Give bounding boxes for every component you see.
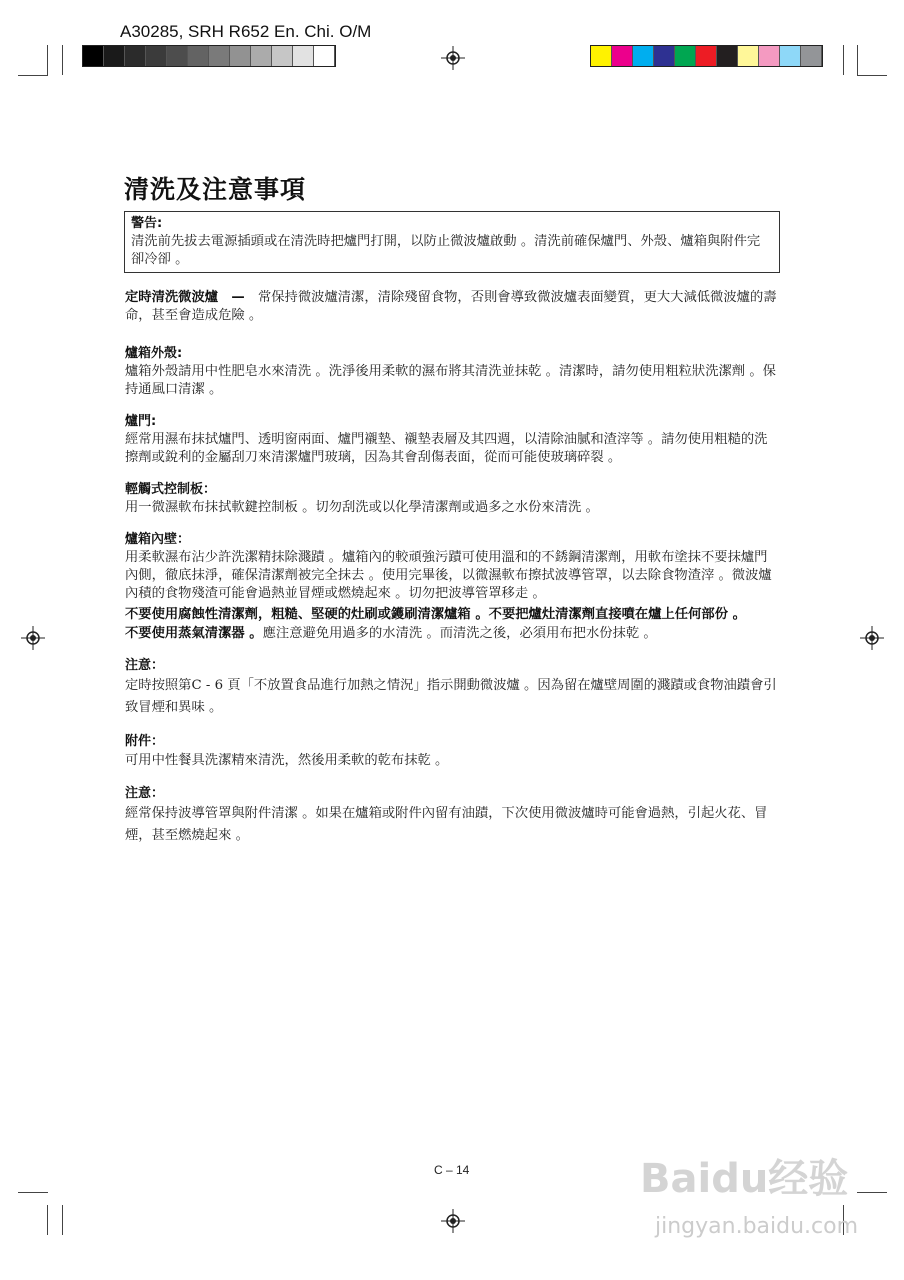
- crop-mark: [843, 45, 844, 75]
- color-swatch: [188, 46, 209, 66]
- crop-mark: [62, 45, 63, 75]
- grayscale-calibration-bar: [82, 45, 336, 67]
- color-swatch: [780, 46, 801, 66]
- crop-mark: [857, 1192, 887, 1193]
- page-number: C – 14: [434, 1163, 470, 1177]
- section-bold-warning: 不要使用腐蝕性清潔劑，粗糙、堅硬的灶刷或鑊刷清潔爐箱 。不要把爐灶清潔劑直接噴在爐上任何部份 。: [125, 607, 746, 622]
- section-text: 用柔軟濕布沾少許洗潔精抹除濺蹟 。爐箱內的較頑強污蹟可使用溫和的不銹鋼清潔劑，用軟布塗抹不要抹爐門內側，徹底抹淨，確保清潔劑被完全抹去 。使用完畢後，以微濕軟布擦拭波導管罩，以去除食物渣滓 。微波爐內積的食物殘渣可能會過熱並冒煙或燃燒起來 。切勿把波導管罩移走 。: [125, 550, 772, 601]
- color-swatch: [230, 46, 251, 66]
- color-swatch: [146, 46, 167, 66]
- crop-mark: [47, 1205, 48, 1235]
- intro-lead: 定時清洗微波爐 —: [125, 290, 245, 305]
- intro-text: 常保持微波爐清潔，清除殘留食物，否則會導致微波爐表面變質，更大大減低微波爐的壽命，甚至會造成危險 。: [125, 290, 777, 323]
- page-title: 清洗及注意事項: [124, 175, 307, 204]
- registration-mark-icon: [860, 626, 884, 650]
- registration-mark-icon: [441, 46, 465, 70]
- section-note-2: [125, 785, 780, 847]
- section-heading: 附件：: [125, 734, 165, 749]
- registration-mark-icon: [441, 1209, 465, 1233]
- color-swatch: [633, 46, 654, 66]
- section-heading: 爐箱外殼:: [125, 346, 183, 361]
- section-cabinet: [125, 345, 780, 399]
- color-swatch: [251, 46, 272, 66]
- color-calibration-bar: [590, 45, 823, 67]
- section-heading: 爐箱內壁：: [125, 532, 191, 547]
- crop-mark: [18, 75, 48, 76]
- color-swatch: [612, 46, 633, 66]
- color-swatch: [654, 46, 675, 66]
- section-text: 定時按照第C - 6 頁「不放置食品進行加熱之情況」指示開動微波爐 。因為留在爐壁周圍的濺蹟或食物油蹟會引致冒煙和異味 。: [125, 678, 777, 715]
- section-heading: 注意：: [125, 658, 165, 673]
- section-text: 經常用濕布抹拭爐門、透明窗兩面、爐門襯墊、襯墊表層及其四週，以清除油膩和渣滓等 。請勿使用粗糙的洗擦劑或銳利的金屬刮刀來清潔爐門玻璃，因為其會刮傷表面，從而可能使玻璃碎裂 。: [125, 432, 768, 465]
- registration-mark-icon: [21, 626, 45, 650]
- section-control-panel: [125, 481, 780, 517]
- section-heading: 爐門:: [125, 414, 157, 429]
- color-swatch: [801, 46, 822, 66]
- crop-mark: [857, 45, 858, 75]
- color-swatch: [272, 46, 293, 66]
- section-bold-warning: 不要使用蒸氣清潔器 。: [125, 626, 263, 641]
- section-text: 經常保持波導管罩與附件清潔 。如果在爐箱或附件內留有油蹟，下次使用微波爐時可能會過熱，引起火花、冒煙，甚至燃燒起來 。: [125, 806, 768, 843]
- warning-text: 清洗前先拔去電源插頭或在清洗時把爐門打開，以防止微波爐啟動 。清洗前確保爐門、外殼、爐箱與附件完卻冷卻 。: [131, 234, 761, 267]
- color-swatch: [591, 46, 612, 66]
- color-swatch: [759, 46, 780, 66]
- color-swatch: [209, 46, 230, 66]
- crop-mark: [857, 75, 887, 76]
- section-heading: 注意：: [125, 786, 165, 801]
- section-text: 用一微濕軟布抹拭軟鍵控制板 。切勿刮洗或以化學清潔劑或過多之水份來清洗 。: [125, 500, 599, 515]
- section-interior: [125, 531, 780, 643]
- color-swatch: [717, 46, 738, 66]
- color-swatch: [738, 46, 759, 66]
- color-swatch: [167, 46, 188, 66]
- section-note: [125, 657, 780, 719]
- section-door: [125, 413, 780, 467]
- section-heading: 輕觸式控制板：: [125, 482, 217, 497]
- color-swatch: [83, 46, 104, 66]
- color-swatch: [293, 46, 314, 66]
- crop-mark: [62, 1205, 63, 1235]
- section-text: 爐箱外殼請用中性肥皂水來清洗 。洗淨後用柔軟的濕布將其清洗並抹乾 。清潔時，請勿使用粗粒狀洗潔劑 。保持通風口清潔 。: [125, 364, 776, 397]
- watermark-logo: Baidu经验: [640, 1156, 849, 1202]
- crop-mark: [18, 1192, 48, 1193]
- crop-mark: [47, 45, 48, 75]
- content-column: [125, 286, 780, 847]
- section-accessories: [125, 733, 780, 771]
- section-text: 可用中性餐具洗潔精來清洗，然後用柔軟的乾布抹乾 。: [125, 753, 449, 768]
- warning-box: [124, 211, 780, 273]
- watermark-url: jingyan.baidu.com: [655, 1214, 859, 1239]
- color-swatch: [675, 46, 696, 66]
- color-swatch: [696, 46, 717, 66]
- intro-paragraph: [125, 286, 780, 325]
- color-swatch: [314, 46, 335, 66]
- warning-label: 警告:: [131, 216, 163, 231]
- section-text: 應注意避免用過多的水清洗 。而清洗之後，必須用布把水份抹乾 。: [262, 626, 657, 641]
- color-swatch: [125, 46, 146, 66]
- color-swatch: [104, 46, 125, 66]
- print-code: A30285, SRH R652 En. Chi. O/M: [120, 22, 372, 41]
